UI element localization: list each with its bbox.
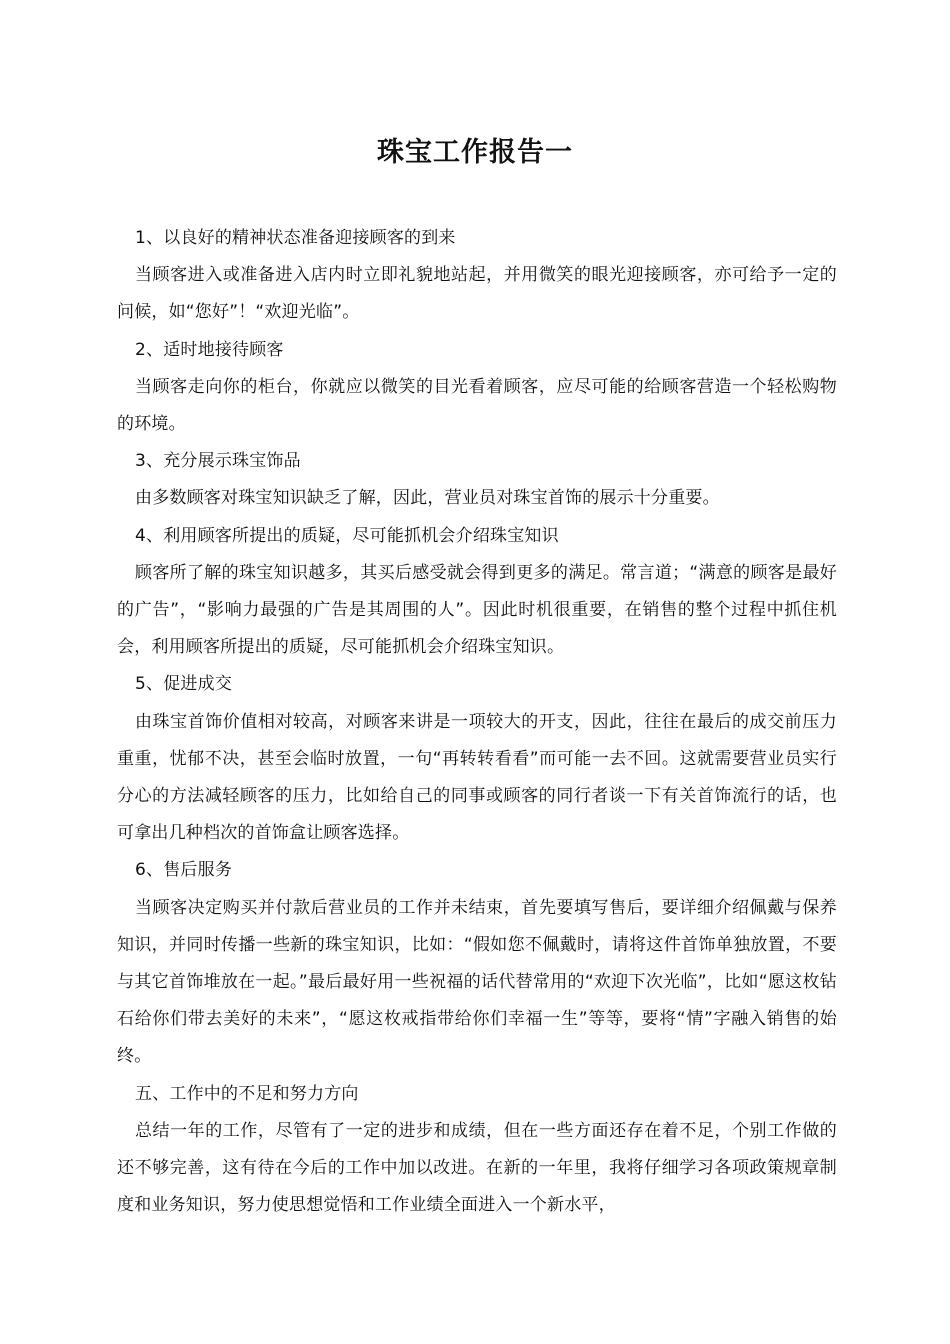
body-paragraph-5: 由珠宝首饰价值相对较高，对顾客来讲是一项较大的开支，因此，往往在最后的成交前压力重重，忧郁不决，甚至会临时放置，一句“再转转看看”而可能一去不回。这就需要营业员实行分心的方法减轻顾客的压力，比如给自己的同事或顾客的同行者谈一下有关首饰流行的话，也可拿出几种档次的首饰盒让顾客选择。: [117, 711, 837, 844]
heading-item-2: 2、适时地接待顾客: [135, 339, 284, 360]
heading-item-6: 6、售后服务: [135, 860, 233, 881]
body-paragraph-3: 由多数顾客对珠宝知识缺乏了解，因此，营业员对珠宝首饰的展示十分重要。: [135, 488, 720, 509]
heading-item-5: 5、促进成交: [135, 674, 233, 695]
document-title: 珠宝工作报告一: [377, 137, 573, 168]
body-paragraph-2: 当顾客走向你的柜台，你就应以微笑的目光看着顾客，应尽可能的给顾客营造一个轻松购物的环境。: [117, 376, 837, 435]
heading-item-3: 3、充分展示珠宝饰品: [135, 451, 301, 472]
document-body: [117, 220, 837, 1224]
heading-item-4: 4、利用顾客所提出的质疑，尽可能抓机会介绍珠宝知识: [135, 525, 559, 546]
section-heading-5: 五、工作中的不足和努力方向: [135, 1083, 359, 1104]
body-paragraph-7: 总结一年的工作，尽管有了一定的进步和成绩，但在一些方面还存在着不足，个别工作做的还不够完善，这有待在今后的工作中加以改进。在新的一年里，我将仔细学习各项政策规章制度和业务知识，努力使思想觉悟和工作业绩全面进入一个新水平，: [117, 1120, 837, 1216]
body-paragraph-6: 当顾客决定购买并付款后营业员的工作并未结束，首先要填写售后，要详细介绍佩戴与保养知识，并同时传播一些新的珠宝知识，比如：“假如您不佩戴时，请将这件首饰单独放置，不要与其它首饰堆放在一起。”最后最好用一些祝福的话代替常用的“欢迎下次光临”，比如“愿这枚钻石给你们带去美好的未来”，“愿这枚戒指带给你们幸福一生”等等，要将“情”字融入销售的始终。: [117, 897, 837, 1067]
body-paragraph-4: 顾客所了解的珠宝知识越多，其买后感受就会得到更多的满足。常言道；“满意的顾客是最好的广告”，“影响力最强的广告是其周围的人”。因此时机很重要，在销售的整个过程中抓住机会，利用顾客所提出的质疑，尽可能抓机会介绍珠宝知识。: [117, 562, 837, 658]
body-paragraph-1: 当顾客进入或准备进入店内时立即礼貌地站起，并用微笑的眼光迎接顾客，亦可给予一定的问候，如“您好”！“欢迎光临”。: [117, 265, 837, 323]
heading-item-1: 1、以良好的精神状态准备迎接顾客的到来: [135, 228, 456, 248]
